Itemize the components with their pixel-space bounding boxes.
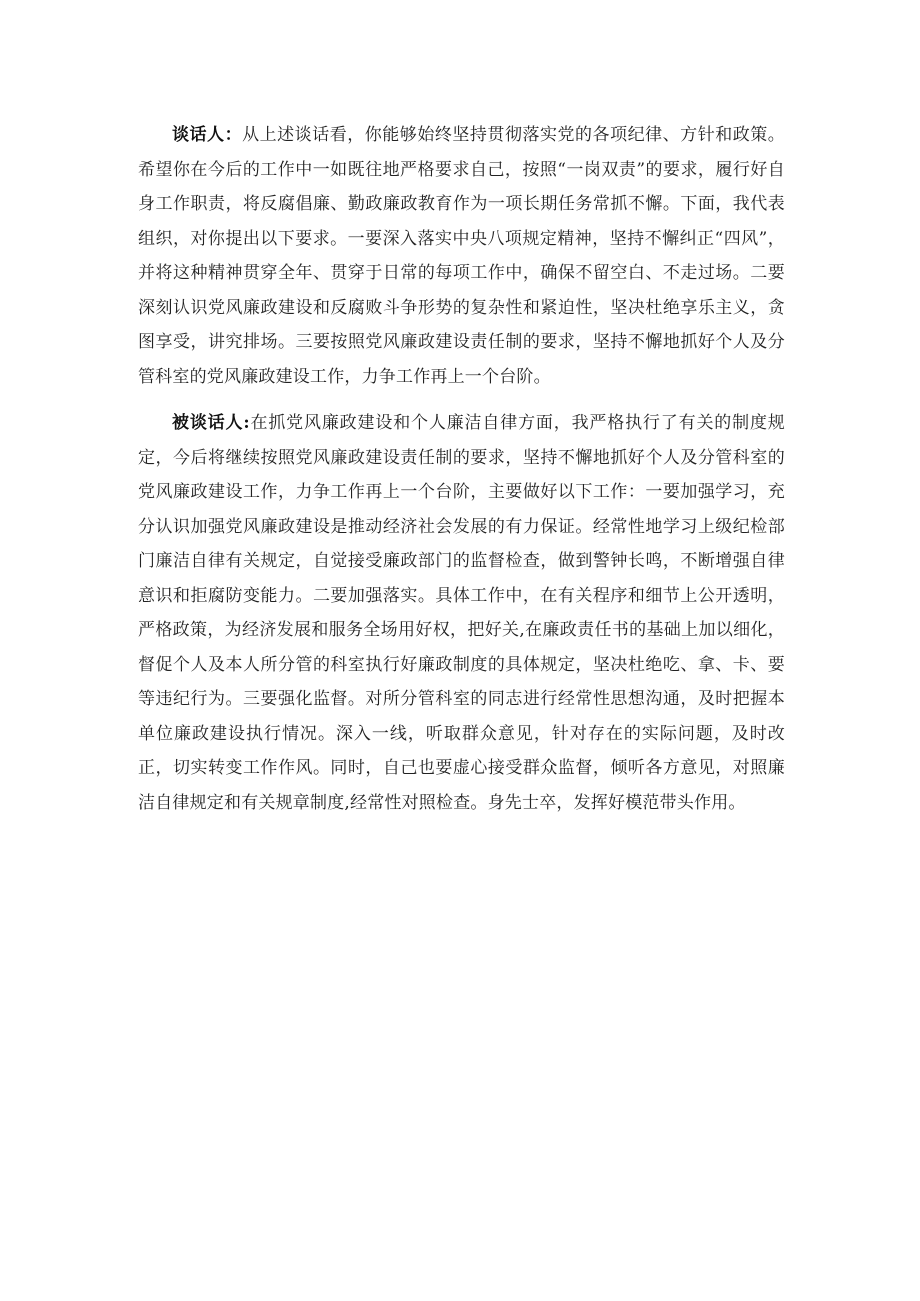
- paragraph-text-interviewer: 从上述谈话看，你能够始终坚持贯彻落实党的各项纪律、方针和政策。希望你在今后的工作中一如既往地严格要求自己，按照“一岗双责”的要求，履行好自身工作职责，将反腐倡廉、勤政廉政教育作为一项长期任务常抓不懈。下面，我代表组织，对你提出以下要求。一要深入落实中央八项规定精神，坚持不懈纠正“四风”，并将这种精神贯穿全年、贯穿于日常的每项工作中，确保不留空白、不走过场。二要深刻认识党风廉政建设和反腐败斗争形势的复杂性和紧迫性，坚决杜绝享乐主义，贪图享受，讲究排场。三要按照党风廉政建设责任制的要求，坚持不懈地抓好个人及分管科室的党风廉政建设工作，力争工作再上一个台阶。: [138, 125, 785, 387]
- document-body: [138, 118, 785, 820]
- speaker-label-interviewee: 被谈话人:: [172, 413, 250, 433]
- paragraph-text-interviewee: 在抓党风廉政建设和个人廉洁自律方面，我严格执行了有关的制度规定，今后将继续按照党风廉政建设责任制的要求，坚持不懈地抓好个人及分管科室的党风廉政建设工作，力争工作再上一个台阶，主要做好以下工作：一要加强学习，充分认识加强党风廉政建设是推动经济社会发展的有力保证。经常性地学习上级纪检部门廉洁自律有关规定，自觉接受廉政部门的监督检查，做到警钟长鸣，不断增强自律意识和拒腐防变能力。二要加强落实。具体工作中，在有关程序和细节上公开透明，严格政策，为经济发展和服务全场用好权，把好关,在廉政责任书的基础上加以细化，督促个人及本人所分管的科室执行好廉政制度的具体规定，坚决杜绝吃、拿、卡、要等违纪行为。三要强化监督。对所分管科室的同志进行经常性思想沟通，及时把握本单位廉政建设执行情况。深入一线，听取群众意见，针对存在的实际问题，及时改正，切实转变工作作风。同时，自己也要虚心接受群众监督，倾听各方意见，对照廉洁自律规定和有关规章制度,经常性对照检查。身先士卒，发挥好模范带头作用。: [138, 413, 786, 813]
- speaker-label-interviewer: 谈话人：: [172, 125, 243, 145]
- paragraph-interviewer: [138, 118, 785, 394]
- paragraph-interviewee: [138, 406, 785, 820]
